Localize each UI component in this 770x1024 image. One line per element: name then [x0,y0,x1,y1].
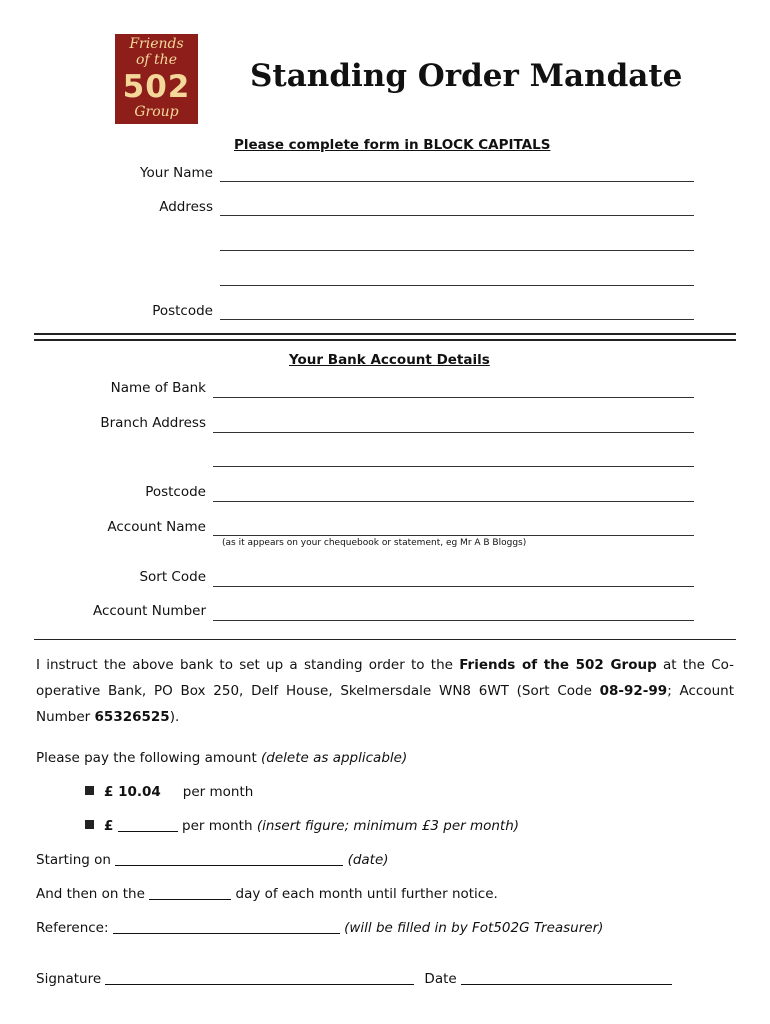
option-1-amount: £ 10.04 [104,784,161,800]
logo-line-3: 502 [122,69,191,105]
starting-on-row [36,852,389,868]
payment-intro-text: Please pay the following amount [36,750,262,766]
option-2-period: per month [177,818,257,834]
instruction-part-4: ). [169,709,180,725]
payment-day-label: And then on the [36,886,150,902]
logo [115,34,198,124]
instruction-part-3: ; Account Number [36,683,734,725]
instruction-divider [34,639,736,640]
date-label: Date [424,971,461,987]
address-field-line-1[interactable] [220,215,694,216]
your-name-label: Your Name [140,165,213,181]
logo-line-2: of the [136,52,177,68]
reference-row [36,920,603,936]
branch-address-field-line-1[interactable] [213,432,694,433]
reference-label: Reference: [36,920,113,936]
payment-day-row [36,886,498,902]
sort-code-field[interactable] [213,586,694,587]
signature-label: Signature [36,971,106,987]
branch-address-label: Branch Address [100,415,206,431]
address-label: Address [159,199,213,215]
bullet-icon [85,786,94,795]
address-field-line-3[interactable] [220,285,694,286]
account-name-field[interactable] [213,535,694,536]
address-field-line-2[interactable] [220,250,694,251]
page-title: Standing Order Mandate [250,58,683,94]
date-field[interactable] [461,984,672,985]
recipient-name: Friends of the 502 Group [459,657,657,673]
bank-postcode-field[interactable] [213,501,694,502]
logo-line-1: Friends [129,36,184,52]
recipient-sort-code: 08-92-99 [599,683,668,699]
payment-day-suffix: day of each month until further notice. [231,886,498,902]
postcode-label: Postcode [152,303,213,319]
logo-line-4: Group [134,104,179,120]
bank-name-field[interactable] [213,397,694,398]
payment-option-2[interactable] [85,818,519,834]
starting-on-label: Starting on [36,852,116,868]
bank-name-label: Name of Bank [110,380,206,396]
starting-on-note: (date) [347,852,389,868]
option-1-period: per month [182,784,254,800]
account-name-label: Account Name [107,519,206,535]
option-2-note: (insert figure; minimum £3 per month) [256,818,520,834]
payment-day-field[interactable] [149,899,231,900]
reference-field[interactable] [113,933,340,934]
postcode-field[interactable] [220,319,694,320]
account-name-hint: (as it appears on your chequebook or statement, eg Mr A B Bloggs) [222,538,527,548]
payment-option-1[interactable] [85,784,253,800]
account-number-field[interactable] [213,620,694,621]
payment-intro-note: (delete as applicable) [261,750,408,766]
standing-order-instruction [36,652,734,730]
recipient-account-number: 65326525 [94,709,170,725]
block-capitals-instruction: Please complete form in BLOCK CAPITALS [234,137,551,153]
start-date-field[interactable] [115,865,343,866]
payment-intro [36,750,407,766]
custom-amount-field[interactable] [118,831,178,832]
option-2-currency: £ [104,818,114,834]
signature-field[interactable] [105,984,414,985]
section-divider [34,333,736,341]
bullet-icon [85,820,94,829]
bank-postcode-label: Postcode [145,484,206,500]
signature-row [36,971,672,987]
your-name-field[interactable] [220,181,694,182]
branch-address-field-line-2[interactable] [213,466,694,467]
reference-note: (will be filled in by Fot502G Treasurer) [344,920,604,936]
account-number-label: Account Number [92,603,206,619]
bank-details-heading: Your Bank Account Details [289,352,490,368]
instruction-part-2: at the Co-operative Bank, PO Box 250, Delf House, Skelmersdale WN8 6WT (Sort Code [36,657,734,699]
instruction-part-1: I instruct the above bank to set up a standing order to the [36,657,460,673]
sort-code-label: Sort Code [139,569,206,585]
